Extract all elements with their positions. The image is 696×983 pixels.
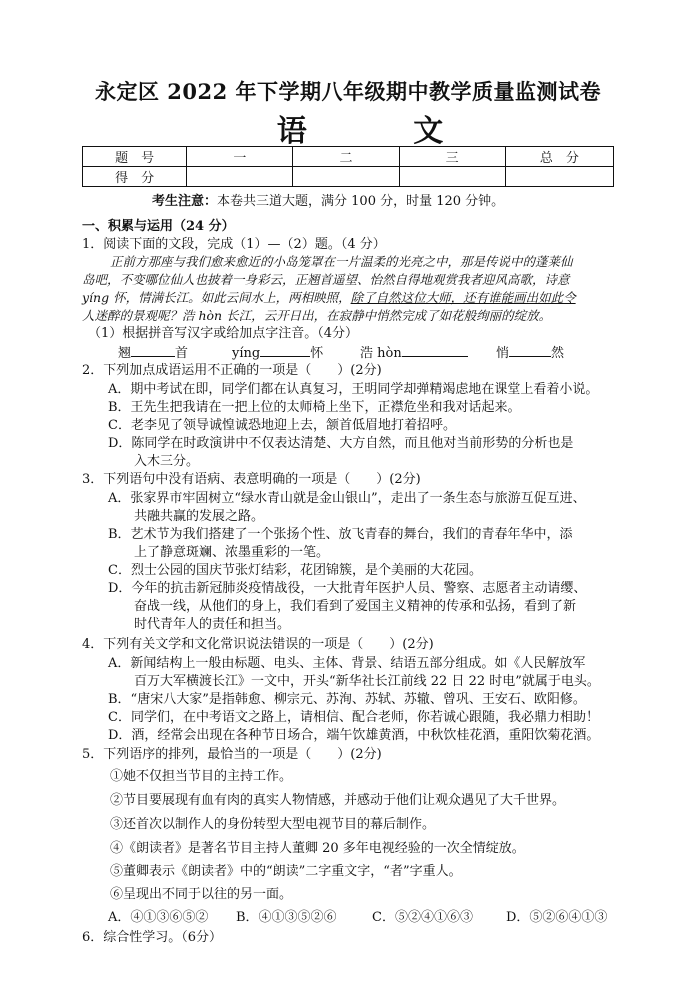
q5-item: ④《朗读者》是著名节目主持人董卿 20 多年电视经验的一次全情绽放。 bbox=[110, 841, 525, 856]
q4-option: D．酒，经常会出现在各种节日场合，端午饮雄黄酒，中秋饮桂花酒，重阳饮菊花酒。 bbox=[108, 728, 600, 743]
q1-stem: 1．阅读下面的文段，完成（1）—（2）题。（4 分） bbox=[82, 237, 386, 252]
subject-title: 语 文 bbox=[276, 114, 492, 149]
q3-option-cont: 奋战一线，从他们的身上，我们看到了爱国主义精神的传承和弘扬，看到了新 bbox=[134, 599, 577, 614]
q1-sub1: （1）根据拼音写汉字或给加点字注音。（4分） bbox=[88, 326, 359, 341]
q3-option: B．艺术节为我们搭建了一个张扬个性、放飞青春的舞台，我们的青春年华中，添 bbox=[108, 527, 573, 542]
q6-stem: 6．综合性学习。（6分） bbox=[82, 930, 223, 945]
q4-stem: 4．下列有关文学和文化常识说法错误的一项是（ ）(2分) bbox=[82, 637, 434, 652]
q4-option: A．新闻结构上一般由标题、电头、主体、背景、结语五部分组成。如《人民解放军 bbox=[108, 656, 586, 671]
q1-passage-line: 正前方那座与我们愈来愈近的小岛笼罩在一片温柔的光亮之中，那是传说中的蓬莱仙 bbox=[110, 254, 573, 269]
q2-option-cont: 入木三分。 bbox=[134, 454, 200, 469]
fill-item-4: 悄 然 bbox=[496, 346, 565, 361]
q3-option-cont: 共融共赢的发展之路。 bbox=[134, 509, 265, 524]
answer-blank[interactable] bbox=[131, 344, 175, 357]
q3-option: D．今年的抗击新冠肺炎疫情战役，一大批青年医护人员、警察、志愿者主动请缨、 bbox=[108, 581, 587, 596]
q5-item: ①她不仅担当节目的主持工作。 bbox=[110, 769, 293, 784]
answer-blank[interactable] bbox=[509, 344, 551, 357]
score-table bbox=[82, 146, 614, 187]
q3-stem: 3．下列语句中没有语病、表意明确的一项是（ ）(2分) bbox=[82, 472, 421, 487]
q5-choice: D．⑤②⑥④①③ bbox=[506, 910, 608, 925]
score-cell: 总 分 bbox=[505, 147, 613, 167]
fill-item-3: 浩 hòn bbox=[360, 342, 696, 361]
q2-option: B．王先生把我请在一把上位的太师椅上坐下，正襟危坐和我对话起来。 bbox=[108, 400, 521, 415]
score-input-cell bbox=[505, 167, 613, 187]
q2-option: A．期中考试在即，同学们都在认真复习，王明同学却弹精竭虑地在课堂上看着小说。 bbox=[108, 382, 599, 397]
q1-passage-line: 人迷醉的景观呢？浩 hòn 长江，云开日出，在寂静中悄然完成了如花般绚丽的绽放。 bbox=[82, 308, 552, 323]
q3-option-cont: 上了静意斑斓、浓墨重彩的一笔。 bbox=[134, 545, 330, 560]
q5-choice: B．④①③⑤②⑥ bbox=[236, 910, 337, 925]
score-cell: 题 号 bbox=[83, 147, 187, 167]
q5-item: ⑤董卿表示《朗读者》中的“朗读”二字重文字，“者”字重人。 bbox=[110, 864, 462, 879]
score-table-score-row bbox=[83, 167, 614, 187]
q5-item: ②节目要展现有血有肉的真实人物情感，并感动于他们让观众遇见了大千世界。 bbox=[110, 793, 566, 808]
q2-option: D．陈同学在时政演讲中不仅表达清楚、大方自然，而且他对当前形势的分析也是 bbox=[108, 436, 574, 451]
notice-label: 考生注意： bbox=[152, 194, 218, 209]
q2-stem: 2．下列加点成语运用不正确的一项是（ ）(2分) bbox=[82, 363, 382, 378]
q3-option-cont: 时代青年人的责任和担当。 bbox=[134, 617, 291, 632]
score-input-cell bbox=[399, 167, 505, 187]
q5-item: ③还首次以制作人的身份转型大型电视节目的幕后制作。 bbox=[110, 817, 436, 832]
score-table-header-row bbox=[83, 147, 614, 167]
score-input-cell bbox=[187, 167, 293, 187]
exam-title: 永定区 2022 年下学期八年级期中教学质量监测试卷 bbox=[94, 79, 602, 104]
answer-blank[interactable] bbox=[260, 344, 310, 357]
score-cell: 二 bbox=[293, 147, 399, 167]
score-cell: 一 bbox=[187, 147, 293, 167]
q4-option: B．“唐宋八大家”是指韩愈、柳宗元、苏洵、苏轼、苏辙、曾巩、王安石、欧阳修。 bbox=[108, 692, 586, 707]
q1-passage-line: 岛吧，不变哪位仙人也披着一身彩云，正翘首遥望、怡然自得地观赏我者迎风高歌，诗意 bbox=[82, 272, 570, 287]
q4-option-cont: 百万大军横渡长江》一文中，开头“新华社长江前线 22 日 22 时电”就属于电头。 bbox=[134, 674, 600, 689]
q4-option: C．同学们，在中考语文之路上，请相信、配合老师，你若诚心跟随，我必鼎力相助！ bbox=[108, 710, 599, 725]
q5-choice: C．⑤②④①⑥③ bbox=[372, 910, 473, 925]
q3-option: C．烈士公园的国庆节张灯结彩，花团锦簇，是个美丽的大花园。 bbox=[108, 563, 482, 578]
score-cell: 三 bbox=[399, 147, 505, 167]
q5-item: ⑥呈现出不同于以往的另一面。 bbox=[110, 887, 293, 902]
fill-item-1: 翘 首 bbox=[118, 346, 189, 361]
q5-stem: 5．下列语序的排列，最恰当的一项是（ ）(2分) bbox=[82, 747, 382, 762]
q3-option: A．张家界市牢固树立“绿水青山就是金山银山”，走出了一条生态与旅游互促互进、 bbox=[108, 491, 586, 506]
q5-choice: A．④①③⑥⑤② bbox=[108, 910, 209, 925]
fill-item-2: yíng 怀 bbox=[232, 346, 324, 361]
q1-passage-line bbox=[82, 288, 696, 306]
score-cell: 得 分 bbox=[83, 167, 187, 187]
q1-passage-underlined: 除了自然这位大师，还有谁能画出如此令 bbox=[350, 290, 576, 305]
score-input-cell bbox=[293, 167, 399, 187]
q2-option: C．老李见了领导诚惶诚恐地迎上去，颔首低眉地打着招呼。 bbox=[108, 418, 456, 433]
q1-passage-text: yíng 怀，情满长江。如此云间水上，两相映照， bbox=[82, 290, 351, 305]
exam-notice bbox=[152, 190, 504, 209]
section-heading: 一、积累与运用（24 分） bbox=[82, 219, 235, 234]
answer-blank[interactable] bbox=[402, 344, 468, 357]
notice-text: 本卷共三道大题，满分 100 分，时量 120 分钟。 bbox=[217, 194, 505, 209]
